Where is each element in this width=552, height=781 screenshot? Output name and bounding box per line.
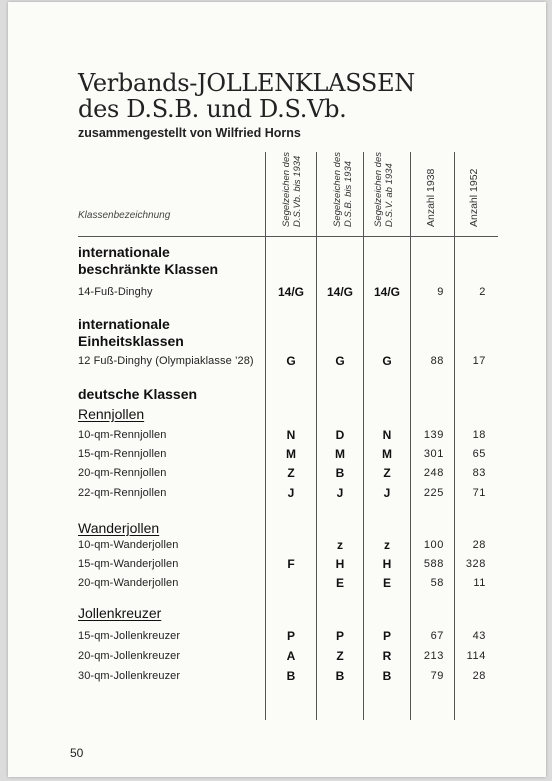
sail-sign-dsb: Z xyxy=(336,649,344,663)
section-heading-line: Einheitsklassen xyxy=(78,333,184,349)
sail-sign-dsv: G xyxy=(382,354,392,368)
sail-sign-dsb: J xyxy=(336,486,344,500)
sail-sign-dsvb: M xyxy=(286,447,296,461)
column-label: Klassenbezeichnung xyxy=(78,210,171,221)
count-1952: 71 xyxy=(472,487,486,499)
column-divider xyxy=(316,152,317,720)
row-label: 15-qm-Jollenkreuzer xyxy=(78,630,181,642)
sail-sign-dsv: B xyxy=(382,669,392,683)
sail-sign-dsv: J xyxy=(383,486,391,500)
count-1938: 225 xyxy=(423,487,444,499)
section-heading xyxy=(78,244,218,278)
title-line-1: Verbands-JOLLENKLASSEN xyxy=(78,69,415,97)
sail-sign-dsv: P xyxy=(382,629,391,643)
row-label: 14-Fuß-Dinghy xyxy=(78,286,153,298)
sail-sign-dsv: N xyxy=(382,428,392,442)
subsection-heading: Wanderjollen xyxy=(78,520,160,536)
subsection-heading: Rennjollen xyxy=(78,406,145,422)
sail-sign-dsvb: Z xyxy=(287,466,295,480)
column-header-dsv-line1: Segelzeichen des xyxy=(373,152,384,227)
count-1938: 88 xyxy=(430,355,444,367)
count-1938: 301 xyxy=(423,448,444,460)
row-label: 15-qm-Wanderjollen xyxy=(78,558,179,570)
sail-sign-dsv: H xyxy=(382,557,392,571)
column-header-dsvb xyxy=(281,152,303,227)
sail-sign-dsv: 14/G xyxy=(373,285,400,299)
sail-sign-dsb: P xyxy=(335,629,344,643)
count-1938: 9 xyxy=(437,286,444,298)
section-heading-line: deutsche Klassen xyxy=(78,386,198,402)
count-1952: 43 xyxy=(472,630,486,642)
sail-sign-dsvb: F xyxy=(287,557,295,571)
sail-sign-dsvb: B xyxy=(286,669,296,683)
sail-sign-dsvb: G xyxy=(286,354,296,368)
column-header-anzahl-1938: Anzahl 1938 xyxy=(425,168,437,227)
title-line-2: des D.S.B. und D.S.Vb. xyxy=(78,95,347,123)
sail-sign-dsv: R xyxy=(382,649,392,663)
column-divider xyxy=(454,152,455,720)
sail-sign-dsb: E xyxy=(335,576,344,590)
count-1938: 58 xyxy=(430,577,444,589)
sail-sign-dsb: D xyxy=(335,428,345,442)
column-header-dsvb-line2: D.S.Vb. bis 1934 xyxy=(292,155,303,227)
count-1952: 65 xyxy=(472,448,486,460)
book-page xyxy=(8,2,546,777)
row-label: 22-qm-Rennjollen xyxy=(78,487,167,499)
count-1938: 213 xyxy=(423,650,444,662)
sail-sign-dsvb: A xyxy=(286,649,296,663)
sail-sign-dsv: Z xyxy=(383,466,391,480)
column-header-dsb xyxy=(332,152,354,227)
count-1938: 100 xyxy=(423,539,444,551)
count-1938: 588 xyxy=(423,558,444,570)
header-rule xyxy=(78,236,498,237)
count-1952: 11 xyxy=(473,577,486,589)
count-1952: 114 xyxy=(466,650,486,662)
sail-sign-dsvb: P xyxy=(286,629,295,643)
column-divider xyxy=(265,152,266,720)
row-label: 20-qm-Rennjollen xyxy=(78,467,167,479)
count-1938: 139 xyxy=(423,429,444,441)
row-label: 15-qm-Rennjollen xyxy=(78,448,167,460)
column-header-anzahl-1952: Anzahl 1952 xyxy=(468,168,480,227)
sail-sign-dsb: B xyxy=(335,669,345,683)
count-1952: 18 xyxy=(472,429,486,441)
column-header-dsv-line2: D.S.V. ab 1934 xyxy=(384,163,395,227)
row-label: 10-qm-Rennjollen xyxy=(78,429,167,441)
column-header-dsb-line2: D.S.B. bis 1934 xyxy=(343,160,354,227)
count-1938: 79 xyxy=(430,670,444,682)
row-label: 30-qm-Jollenkreuzer xyxy=(78,670,181,682)
count-1952: 83 xyxy=(472,467,486,479)
sail-sign-dsb: B xyxy=(335,466,345,480)
section-heading-line: beschränkte Klassen xyxy=(78,261,219,277)
count-1938: 248 xyxy=(423,467,444,479)
sail-sign-dsv: M xyxy=(382,447,392,461)
sail-sign-dsvb: 14/G xyxy=(277,285,304,299)
count-1952: 2 xyxy=(479,286,486,298)
section-heading-line: internationale xyxy=(78,316,170,332)
subtitle: zusammengestellt von Wilfried Horns xyxy=(78,126,301,140)
count-1952: 17 xyxy=(472,355,486,367)
count-1952: 28 xyxy=(472,670,486,682)
subsection-heading: Jollenkreuzer xyxy=(78,605,162,621)
sail-sign-dsb: 14/G xyxy=(326,285,353,299)
row-label: 20-qm-Jollenkreuzer xyxy=(78,650,181,662)
column-header-dsvb-line1: Segelzeichen des xyxy=(281,152,292,227)
sail-sign-dsvb: J xyxy=(287,486,295,500)
sail-sign-dsb: M xyxy=(335,447,345,461)
row-label: 12 Fuß-Dinghy (Olympiaklasse ’28) xyxy=(78,355,254,367)
column-divider xyxy=(363,152,364,720)
section-heading-line: internationale xyxy=(78,244,170,260)
row-label: 10-qm-Wanderjollen xyxy=(78,539,179,551)
count-1952: 328 xyxy=(465,558,486,570)
column-header-dsb-line1: Segelzeichen des xyxy=(332,152,343,227)
column-divider xyxy=(410,152,411,720)
sail-sign-dsb: G xyxy=(335,354,345,368)
section-heading xyxy=(78,316,184,350)
sail-sign-dsb: H xyxy=(335,557,345,571)
sail-sign-dsv: z xyxy=(384,538,390,552)
sail-sign-dsvb: N xyxy=(286,428,296,442)
sail-sign-dsv: E xyxy=(382,576,391,590)
sail-sign-dsb: z xyxy=(337,538,343,552)
page-number: 50 xyxy=(70,746,84,760)
row-label: 20-qm-Wanderjollen xyxy=(78,577,179,589)
column-header-dsv xyxy=(373,152,395,227)
count-1952: 28 xyxy=(472,539,486,551)
section-heading xyxy=(78,386,197,403)
count-1938: 67 xyxy=(430,630,444,642)
